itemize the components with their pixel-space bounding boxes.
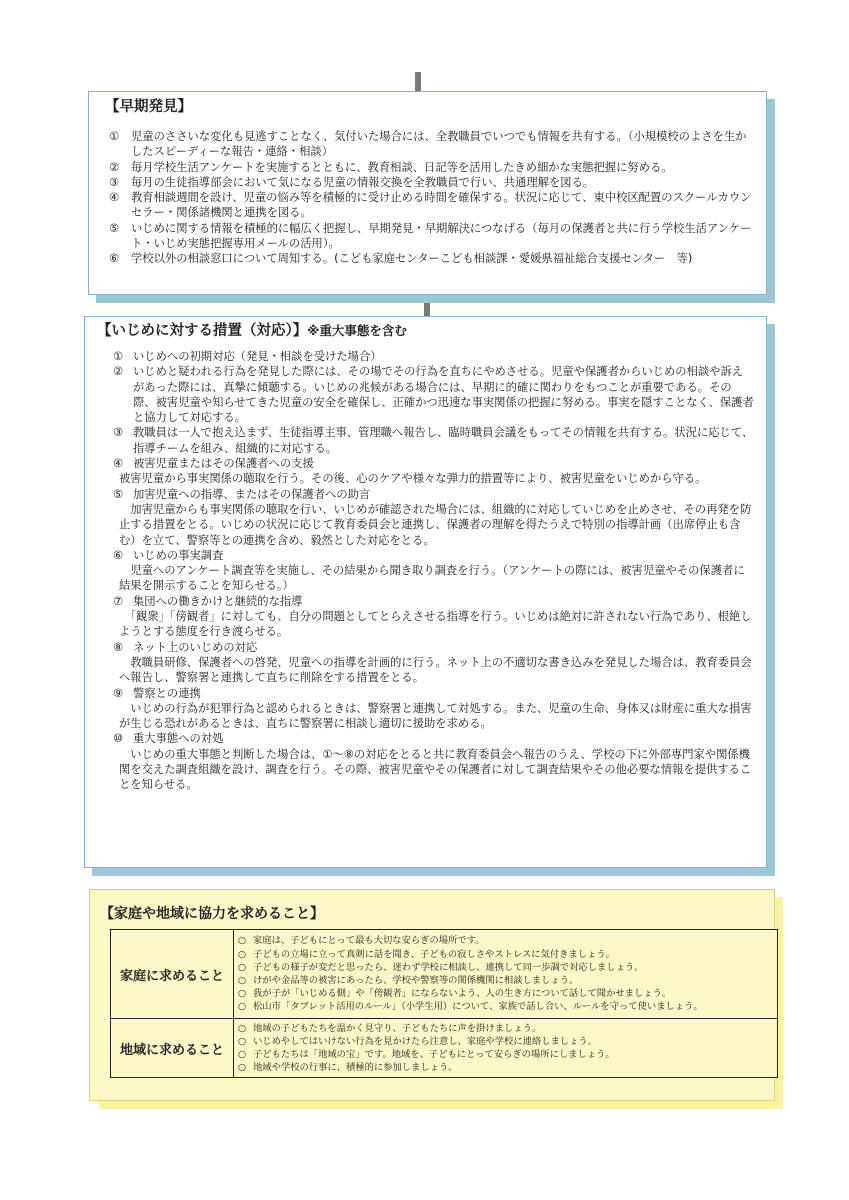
item-text: 警察との連携 xyxy=(133,686,201,700)
item-text: いじめへの初期対応（発見・相談を受けた場合） xyxy=(133,350,382,363)
request-item xyxy=(238,1061,773,1074)
item-text: 集団への働きかけと継続的な指導 xyxy=(133,594,303,608)
list-item xyxy=(105,594,754,640)
item-text: 重大事態への対処 xyxy=(133,732,224,746)
response-title xyxy=(97,321,754,341)
community-table xyxy=(110,929,778,1078)
item-text: 毎月の生徒指導部会において気になる児童の情報交換を全教職員で行い、共通理解を図る。 xyxy=(131,175,595,189)
early-detection-title: 【早期発見】 xyxy=(105,99,192,115)
item-text: 教育相談週間を設け、児童の悩み等を積極的に受け止める時間を確保する。状況に応じて、東中校区配置のスクールカウンセラー・関係諸機関と連携を図る。 xyxy=(131,191,752,220)
item-text: 学校以外の相談窓口について周知する。(こども家庭センターこども相談課・愛媛県福祉総合支援センター 等) xyxy=(131,252,693,266)
item-number: ⑤ xyxy=(109,221,120,235)
area-label: 地域に求めること xyxy=(111,1019,234,1078)
request-item xyxy=(238,987,773,1000)
item-detail: いじめの行為が犯罪行為と認められるときは、警察署と連携して対処する。また、児童の生命、身体又は財産に重大な損害が生じる恐れがあるときは、直ちに警察署に相談し適切に援助を求める。 xyxy=(119,701,752,731)
bullet-circle-icon: ○ xyxy=(238,1062,247,1074)
item-text: いじめの事実調査 xyxy=(133,548,224,562)
item-detail: 被害児童から事実関係の聴取を行う。その後、心のケアや様々な弾力的措置等により、被害児童をいじめから守る。 xyxy=(119,472,707,486)
list-item xyxy=(105,129,752,160)
list-item xyxy=(105,640,754,686)
list-item xyxy=(105,175,752,190)
request-item xyxy=(238,1035,773,1048)
response-panel xyxy=(84,316,767,868)
list-item xyxy=(105,221,752,252)
list-item xyxy=(105,160,752,175)
item-text: 毎月学校生活アンケートを実施するとともに、教育相談、日記等を活用したきめ細かな実態把握に努める。 xyxy=(131,160,673,174)
item-number: ⑤ xyxy=(113,487,124,501)
list-item xyxy=(105,686,754,732)
item-number: ② xyxy=(113,365,124,379)
request-text: 子どもの立場に立って真剣に話を聞き、子どもの寂しさやストレスに気付きましょう。 xyxy=(253,948,615,960)
area-list xyxy=(234,1019,778,1078)
request-text: いじめやしてはいけない行為を見かけたら注意し、家庭や学校に連絡しましょう。 xyxy=(253,1035,597,1047)
bullet-circle-icon: ○ xyxy=(238,1022,247,1034)
item-number: ① xyxy=(109,130,120,143)
item-number: ⑥ xyxy=(113,548,124,562)
area-row xyxy=(111,1019,778,1078)
request-text: 地域の子どもたちを温かく見守り、子どもたちに声を掛けましょう。 xyxy=(253,1022,542,1034)
bullet-circle-icon: ○ xyxy=(238,1035,247,1047)
item-detail: 教職員研修、保護者への啓発、児童への指導を計画的に行う。ネット上の不適切な書き込みを発見した場合は、教育委員会へ報告し、警察署と連携して直ちに削除をする措置をとる。 xyxy=(119,655,752,685)
request-item xyxy=(238,948,773,961)
response-title-text: 【いじめに対する措置（対応）】 xyxy=(97,323,308,339)
item-number: ④ xyxy=(113,457,124,471)
item-detail: 加害児童からも事実関係の聴取を行い、いじめが確認された場合には、組織的に対応していじめを止めさせ、その再発を防止する措置をとる。いじめの状況に応じて教育委員会と連携し、保護者の理解を得たうえで特別の指導計画（出席停止も含む）を立て、警察等との連携を含め、毅然とした対応をとる。 xyxy=(119,502,752,547)
bullet-circle-icon: ○ xyxy=(238,948,247,960)
request-text: 地域や学校の行事に、積極的に参加しましょう。 xyxy=(253,1062,458,1074)
item-detail: いじめの重大事態と判断した場合は、①～⑧の対応をとると共に教育委員会へ報告のうえ、学校の下に外部専門家や関係機関を交えた調査組織を設け、調査を行う。その際、被害児童やその保護者に対して調査結果やその他必要な情報を提供することを知らせる。 xyxy=(119,747,752,792)
list-item xyxy=(105,364,754,425)
item-text: 被害児童またはその保護者への支援 xyxy=(133,457,314,471)
request-text: 家庭は、子どもにとって最も大切な安らぎの場所です。 xyxy=(253,935,485,947)
list-item xyxy=(105,251,752,266)
list-item xyxy=(105,487,754,548)
bullet-circle-icon: ○ xyxy=(238,975,247,986)
list-item xyxy=(105,425,754,456)
list-item xyxy=(105,548,754,594)
request-item xyxy=(238,974,773,987)
home-label: 家庭に求めること xyxy=(111,930,234,1019)
request-text: けがや金品等の被害にあったら、学校や警察等の関係機関に相談しましょう。 xyxy=(253,975,579,986)
item-number: ⑨ xyxy=(113,686,124,700)
response-list xyxy=(97,349,754,793)
bullet-circle-icon: ○ xyxy=(238,988,247,1000)
community-title: 【家庭や地域に協力を求めること】 xyxy=(100,906,324,922)
item-number: ⑦ xyxy=(113,594,124,608)
list-item xyxy=(105,731,754,792)
early-detection-list xyxy=(105,129,752,267)
early-detection-panel xyxy=(88,91,767,295)
item-number: ⑥ xyxy=(109,252,120,266)
item-detail: 「観衆」「傍観者」に対しても、自分の問題としてとらえさせる指導を行う。いじめは絶対に許されない行為であり、根絶しようとする態度を行き渡らせる。 xyxy=(119,610,752,639)
list-item xyxy=(105,349,754,364)
item-number: ③ xyxy=(113,426,124,440)
item-number: ② xyxy=(109,160,120,174)
item-number: ③ xyxy=(109,175,120,189)
request-item xyxy=(238,1000,773,1013)
home-list xyxy=(234,930,778,1019)
bullet-circle-icon: ○ xyxy=(238,961,247,973)
request-item xyxy=(238,1048,773,1061)
item-number: ⑩ xyxy=(113,732,124,746)
request-text: 松山市「タブレット活用のルール」（小学生用）について、家族で話し合い、ルールを守って使いましょう。 xyxy=(253,1001,703,1013)
request-item xyxy=(238,961,773,974)
bullet-circle-icon: ○ xyxy=(238,1049,247,1060)
item-text: ネット上のいじめの対応 xyxy=(133,640,258,654)
item-detail: 児童へのアンケート調査等を実施し、その結果から聞き取り調査を行う。（アンケートの際には、被害児童やその保護者に結果を開示することを知らせる。） xyxy=(119,564,745,593)
request-text: 我が子が「いじめる側」や「傍観者」にならないよう、人の生き方について話して聞かせましょう。 xyxy=(253,988,672,1000)
home-row xyxy=(111,930,778,1019)
item-number: ⑧ xyxy=(113,640,124,654)
item-text: 加害児童への指導、またはその保護者への助言 xyxy=(133,487,371,501)
request-item xyxy=(238,934,773,947)
request-text: 子どもたちは「地域の宝」です。地域を、子どもにとって安らぎの場所にしましょう。 xyxy=(253,1049,615,1060)
item-text: 児童のささいな変化も見逃すことなく、気付いた場合には、全教職員でいつでも情報を共有する。（小規模校のよさを生かしたスピーディーな報告・連絡・相談） xyxy=(131,130,747,159)
request-text: 子どもの様子が変だと思ったら、迷わず学校に相談し、連携して同一歩調で対応しましょう。 xyxy=(253,961,644,973)
request-item xyxy=(238,1022,773,1035)
item-number: ④ xyxy=(109,191,120,205)
bullet-circle-icon: ○ xyxy=(238,935,247,947)
item-text: 教職員は一人で抱え込まず、生徒指導主事、管理職へ報告し、臨時職員会議をもってその情報を共有する。状況に応じて、指導チームを組み、組織的に対応する。 xyxy=(133,426,754,455)
item-text: いじめに関する情報を積極的に幅広く把握し、早期発見・早期解決につなげる（毎月の保護者と共に行う学校生活アンケート・いじめ実態把握専用メールの活用）。 xyxy=(131,221,752,251)
item-number: ① xyxy=(113,350,124,363)
list-item xyxy=(105,456,754,487)
item-text: いじめと疑われる行為を発見した際には、その場でその行為を直ちにやめさせる。児童や保護者からいじめの相談や訴えがあった際には、真摯に傾聴する。いじめの兆候がある場合には、早期に的確に関わりをもつことが重要である。その際、被害児童や知らせてきた児童の安全を確保し、正確かつ迅速な事実関係の把握に努める。事実を隠すことなく、保護者と協力して対応する。 xyxy=(133,365,754,425)
response-title-note: ※重大事態を含む xyxy=(307,323,407,338)
list-item xyxy=(105,190,752,221)
top-connector xyxy=(415,72,421,92)
bullet-circle-icon: ○ xyxy=(238,1001,247,1013)
